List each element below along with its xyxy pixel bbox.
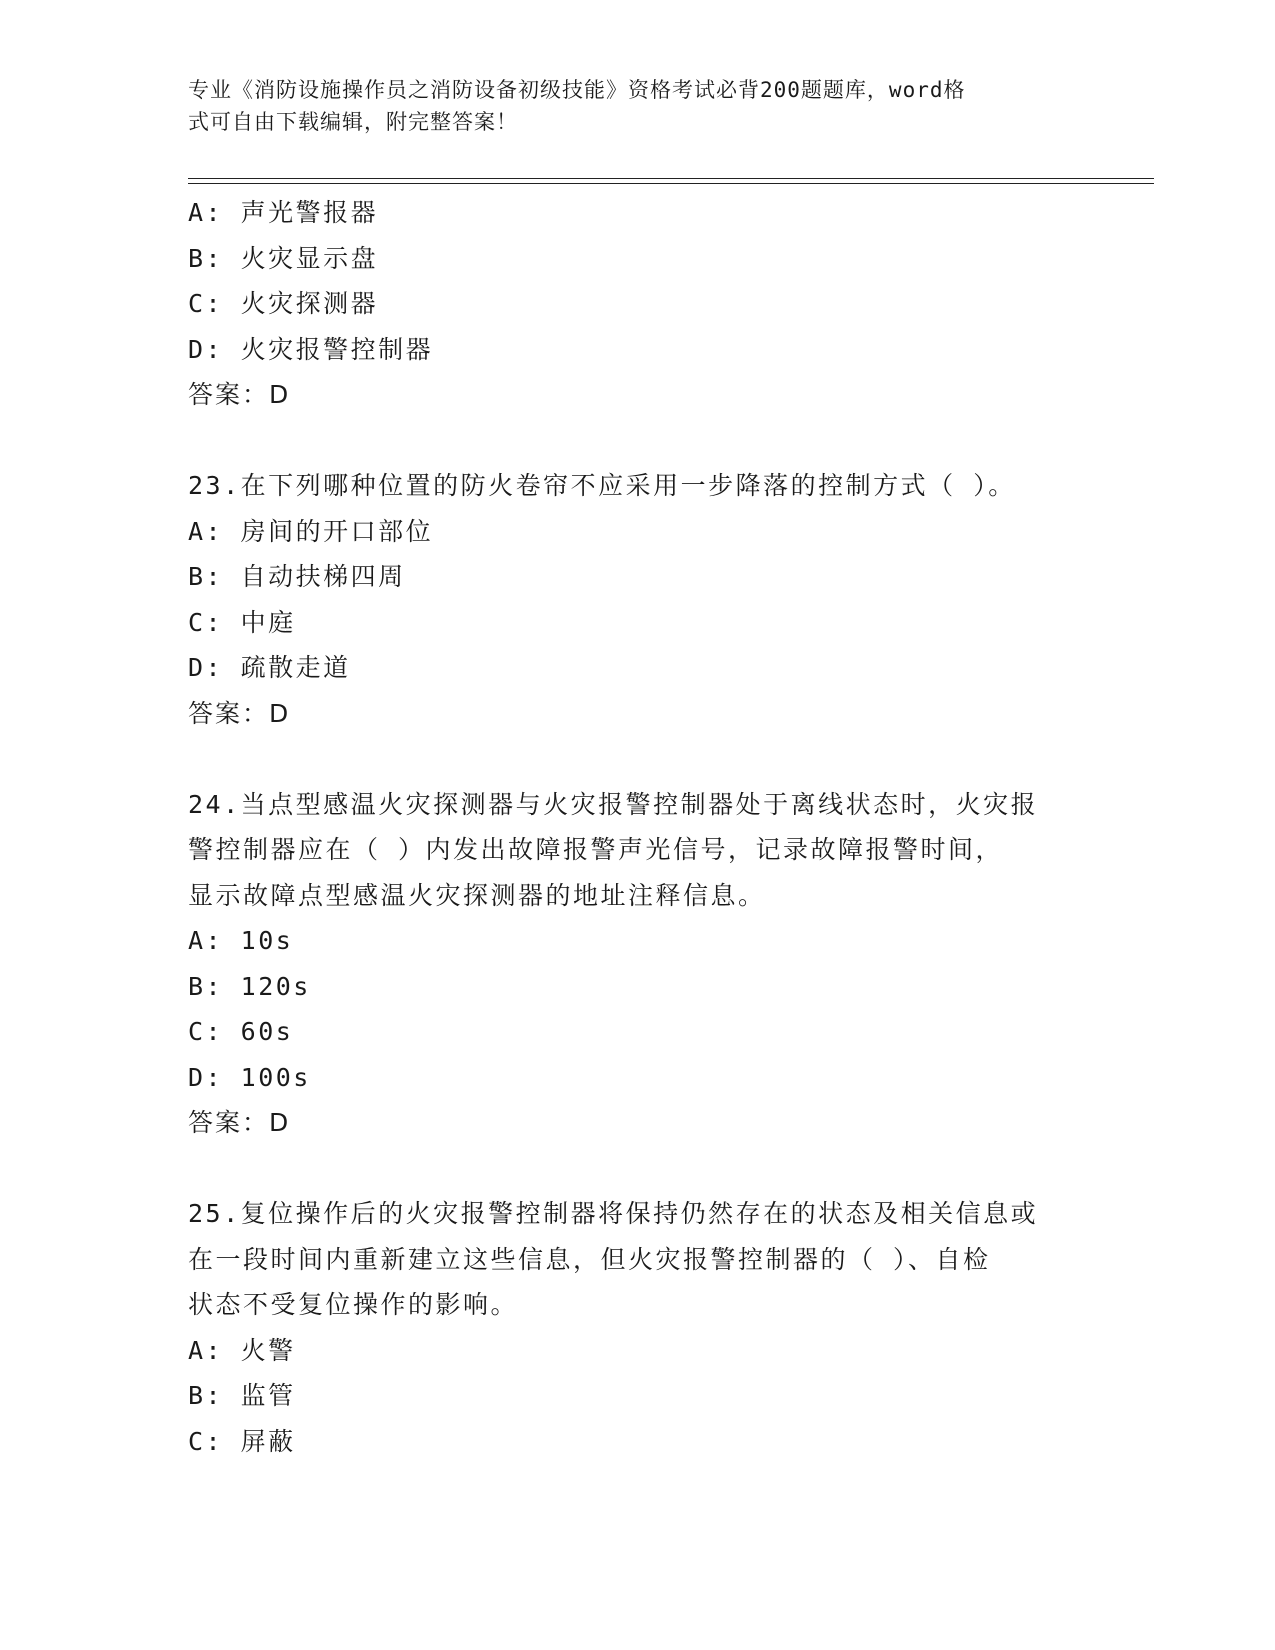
spacer [188,418,1088,464]
option-d: D: 火灾报警控制器 [188,334,434,364]
question-stem-line-1: 25.复位操作后的火灾报警控制器将保持仍然存在的状态及相关信息或 [188,1199,1039,1228]
option-b: B: 120s [188,971,311,1001]
question-24 [188,782,1088,1146]
question-stem-line-2: 在一段时间内重新建立这些信息，但火灾报警控制器的（ ）、自检 [188,1244,991,1274]
question-22 [188,190,1088,418]
spacer [188,1146,1088,1192]
answer: 答案：D [188,698,291,728]
header-line-2: 式可自由下载编辑，附完整答案！ [188,110,518,134]
header-line-1: 专业《消防设施操作员之消防设备初级技能》资格考试必背200题题库，word格 [188,78,966,102]
answer: 答案：D [188,380,291,409]
option-a: A: 10s [188,926,294,955]
question-stem-line-3: 显示故障点型感温火灾探测器的地址注释信息。 [188,880,766,910]
question-23 [188,463,1088,736]
option-b: B: 监管 [188,1381,296,1410]
question-stem: 23.在下列哪种位置的防火卷帘不应采用一步降落的控制方式（ ）。 [188,471,1016,500]
document-header [188,74,1068,138]
spacer [188,736,1088,782]
option-c: C: 火灾探测器 [188,289,379,318]
option-a: A: 声光警报器 [188,198,379,227]
question-25 [188,1191,1088,1464]
option-b: B: 火灾显示盘 [188,243,379,273]
question-stem-line-2: 警控制器应在（ ）内发出故障报警声光信号，记录故障报警时间， [188,835,1004,864]
option-a: A: 火警 [188,1335,296,1365]
option-c: C: 中庭 [188,607,296,637]
header-divider-bottom [188,183,1154,184]
question-stem-line-1: 24.当点型感温火灾探测器与火灾报警控制器处于离线状态时，火灾报 [188,789,1039,819]
option-b: B: 自动扶梯四周 [188,562,406,591]
option-c: C: 屏蔽 [188,1426,296,1456]
option-d: D: 疏散走道 [188,653,351,682]
option-c: C: 60s [188,1017,294,1046]
option-d: D: 100s [188,1062,311,1092]
header-divider-top [188,178,1154,179]
question-list [188,190,1088,1464]
answer: 答案：D [188,1108,291,1137]
question-stem-line-3: 状态不受复位操作的影响。 [188,1290,519,1319]
option-a: A: 房间的开口部位 [188,516,434,546]
